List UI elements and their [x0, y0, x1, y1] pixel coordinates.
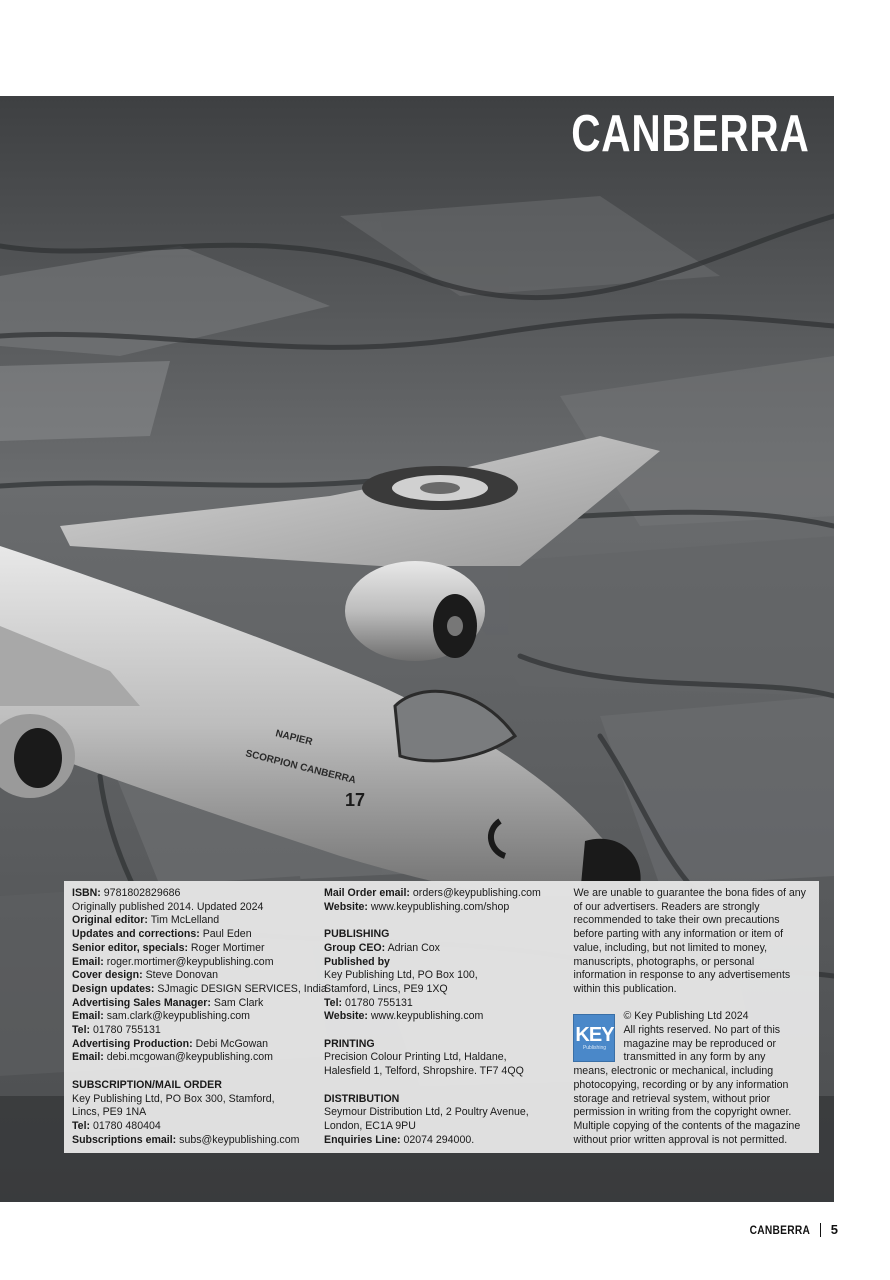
footer-title: CANBERRA	[749, 1222, 810, 1237]
disclaimer-line: before parting with any information or item of	[573, 928, 784, 941]
copyright-line: without prior written approval is not permitted.	[573, 1133, 788, 1146]
key-publishing-logo: KEY Publishing	[573, 1014, 615, 1062]
colophon-line: Cover design: Steve Donovan	[72, 969, 219, 982]
publishing-heading: PUBLISHING	[324, 928, 390, 941]
copyright-line: means, electronic or mechanical, including	[573, 1065, 774, 1078]
subscription-tel: Tel: 01780 480404	[72, 1119, 161, 1132]
subscription-email: Subscriptions email: subs@keypublishing.com	[72, 1133, 300, 1146]
distributor-address: Seymour Distribution Ltd, 2 Poultry Avenue,	[324, 1106, 529, 1119]
subscription-address: Key Publishing Ltd, PO Box 300, Stamford,	[72, 1092, 275, 1105]
subscription-address: Lincs, PE9 1NA	[72, 1106, 147, 1119]
page-title: CANBERRA	[571, 105, 810, 163]
page-footer	[739, 1222, 838, 1237]
colophon-line: Email: debi.mcgowan@keypublishing.com	[72, 1051, 273, 1064]
colophon-line: Design updates: SJmagic DESIGN SERVICES, India	[72, 982, 327, 995]
disclaimer-line: recommended to take their own precautions	[573, 914, 780, 927]
disclaimer-line: within this publication.	[573, 982, 677, 995]
colophon-column-1	[72, 887, 327, 1153]
distribution-heading: DISTRIBUTION	[324, 1092, 400, 1105]
publisher-address: Stamford, Lincs, PE9 1XQ	[324, 982, 448, 995]
printer-address: Halesfield 1, Telford, Shropshire. TF7 4QQ	[324, 1065, 524, 1078]
colophon-line: ISBN: 9781802829686	[72, 887, 181, 899]
copyright-line: storage and retrieval system, without prior	[573, 1092, 771, 1105]
disclaimer-line: We are unable to guarantee the bona fides of any	[573, 887, 806, 899]
svg-text:SCORPION CANBERRA: SCORPION CANBERRA	[244, 748, 357, 787]
colophon-line: Original editor: Tim McLelland	[72, 914, 220, 927]
colophon-line: Originally published 2014. Updated 2024	[72, 900, 264, 913]
publisher-address: Key Publishing Ltd, PO Box 100,	[324, 969, 478, 982]
publisher-tel: Tel: 01780 755131	[324, 996, 413, 1009]
colophon-line: Updates and corrections: Paul Eden	[72, 928, 252, 941]
disclaimer-line: value, including, but not limited to money,	[573, 941, 768, 954]
svg-text:17: 17	[345, 790, 366, 810]
colophon-line: Advertising Production: Debi McGowan	[72, 1037, 269, 1050]
copyright-line: permission in writing from the copyright owner.	[573, 1106, 792, 1119]
mail-order-email: Mail Order email: orders@keypublishing.com	[324, 887, 541, 899]
page-number: 5	[830, 1222, 838, 1237]
colophon-column-2	[324, 887, 563, 1153]
copyright-line: transmitted in any form by any	[623, 1051, 766, 1064]
publisher-website: Website: www.keypublishing.com	[324, 1010, 484, 1023]
copyright-line: Multiple copying of the contents of the magazine	[573, 1119, 801, 1132]
colophon-line: Email: sam.clark@keypublishing.com	[72, 1010, 250, 1023]
copyright-line: photocopying, recording or by any information	[573, 1078, 789, 1091]
colophon-line: Advertising Sales Manager: Sam Clark	[72, 996, 264, 1009]
colophon-box	[64, 881, 819, 1153]
copyright-block	[573, 1010, 811, 1065]
svg-text:NAPIER: NAPIER	[274, 728, 314, 749]
colophon-line: Senior editor, specials: Roger Mortimer	[72, 941, 265, 954]
group-ceo: Group CEO: Adrian Cox	[324, 941, 440, 954]
colophon-column-3	[573, 887, 811, 1153]
colophon-line: Email: roger.mortimer@keypublishing.com	[72, 955, 274, 968]
printer-address: Precision Colour Printing Ltd, Haldane,	[324, 1051, 507, 1064]
footer-divider	[820, 1223, 821, 1237]
disclaimer-line: of our advertisers. Readers are strongly	[573, 900, 760, 913]
published-by: Published by	[324, 955, 390, 968]
copyright-line: © Key Publishing Ltd 2024	[623, 1010, 749, 1023]
distributor-address: London, EC1A 9PU	[324, 1119, 416, 1132]
subscription-heading: SUBSCRIPTION/MAIL ORDER	[72, 1078, 222, 1091]
disclaimer-line: information in response to any advertisements	[573, 969, 791, 982]
shop-website: Website: www.keypublishing.com/shop	[324, 900, 510, 913]
colophon-line: Tel: 01780 755131	[72, 1024, 161, 1037]
enquiries-line: Enquiries Line: 02074 294000.	[324, 1133, 475, 1146]
printing-heading: PRINTING	[324, 1037, 375, 1050]
copyright-line: magazine may be reproduced or	[623, 1037, 777, 1050]
copyright-line: All rights reserved. No part of this	[623, 1024, 781, 1037]
disclaimer-line: manuscripts, photographs, or personal	[573, 955, 755, 968]
